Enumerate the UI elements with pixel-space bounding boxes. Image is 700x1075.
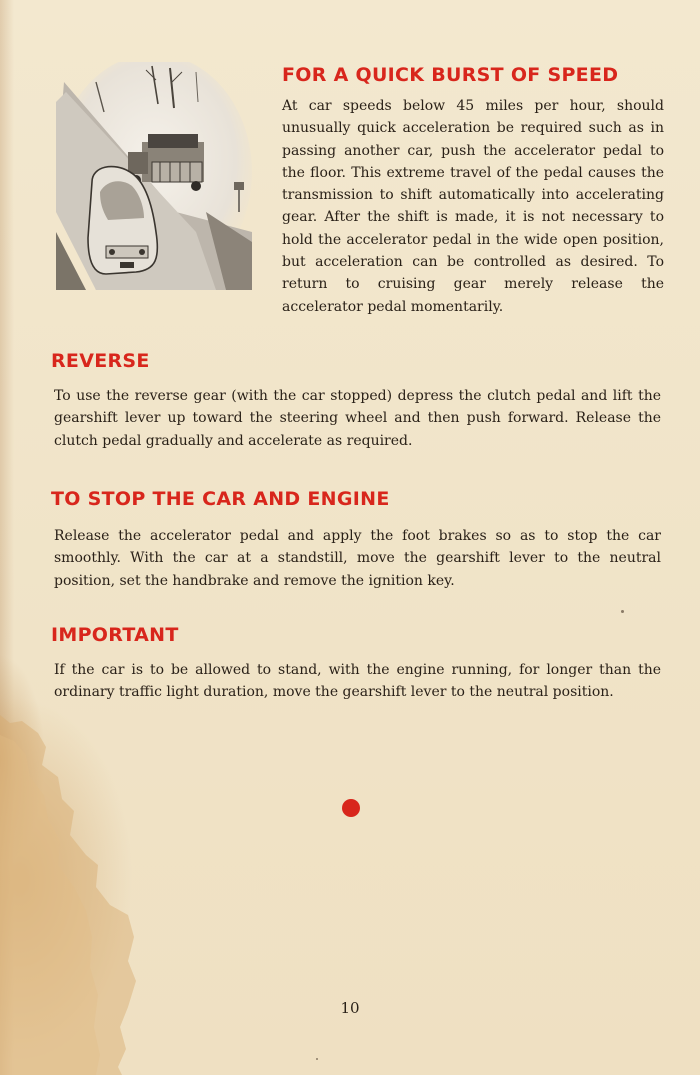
reverse-body: To use the reverse gear (with the car stopped) depress the clutch pedal and lift the gearshift lever up toward the steering wheel and then push forward. Release the clutch pedal gradually and accelerate as required. [54,388,661,449]
important-heading: IMPORTANT [51,624,179,646]
important-body: If the car is to be allowed to stand, with the engine running, for longer than the ordinary traffic light duration, move the gearshift lever to the neutral position. [54,662,661,701]
water-stain [0,715,140,1075]
quick-burst-body: At car speeds below 45 miles per hour, should unusually quick acceleration be required such as in passing another car, push the accelerator pedal to the floor. This extreme travel of the pedal causes the transmission to shift automatically into accelerating gear. After the shift is made, it is not necessary to hold the accelerator pedal in the wide open position, but acceleration can be controlled as desired. To return to cruising gear merely release the accelerator pedal momentarily. [282,98,664,315]
paper-speck [316,1058,318,1060]
reverse-heading: REVERSE [51,350,150,372]
road-scene-illustration [56,62,252,290]
stop-heading: TO STOP THE CAR AND ENGINE [51,488,390,510]
quick-burst-heading: FOR A QUICK BURST OF SPEED [282,64,619,86]
stop-body: Release the accelerator pedal and apply the foot brakes so as to stop the car smoothly. With the car at a standstill, move the gearshift lever to the neutral position, set the handbrake and remove the ignition key. [54,528,661,589]
paper-speck [621,610,624,613]
page-number: 10 [340,999,360,1017]
red-dot-ornament [342,799,360,817]
